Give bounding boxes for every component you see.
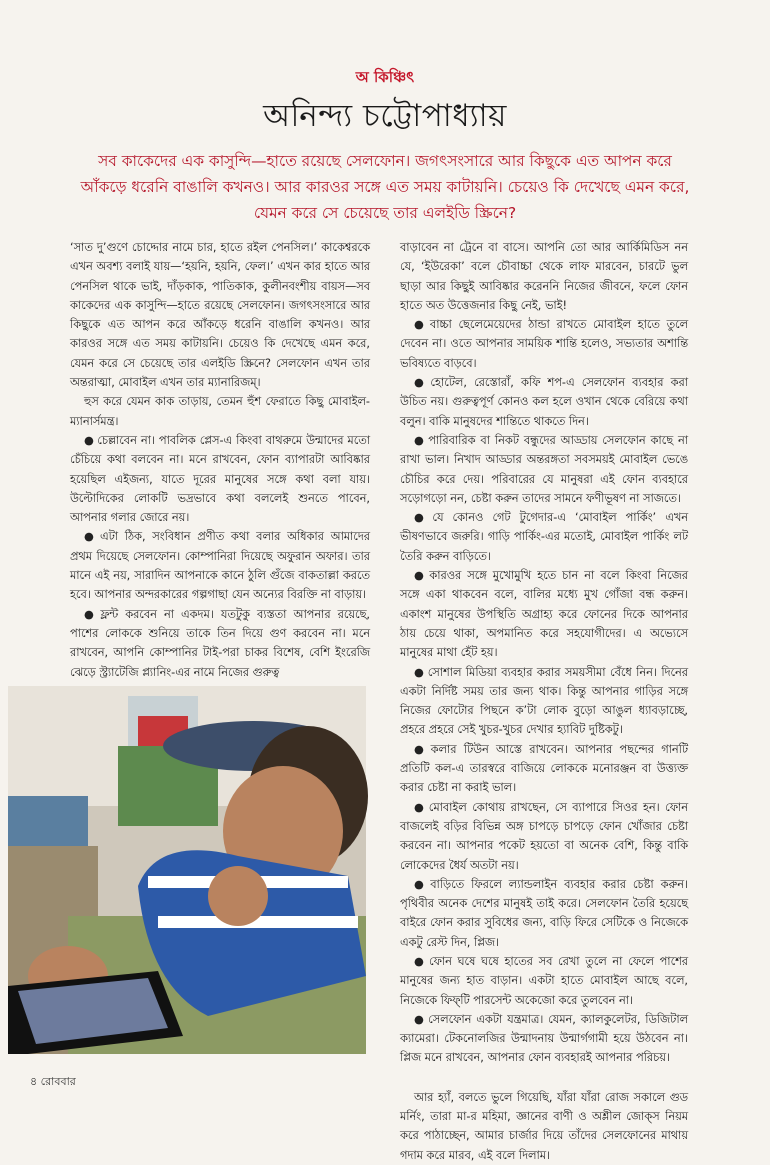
paragraph: হুস করে যেমন কাক তাড়ায়, তেমন হুঁশ ফেরাতে কিছু মোবাইল-ম্যানার্সমন্ত্র। xyxy=(70,395,370,428)
bullet-icon: ● xyxy=(84,530,98,544)
bullet-icon: ● xyxy=(414,954,426,968)
bullet-icon: ● xyxy=(414,511,430,525)
bullet-paragraph: ● সেলফোন একটা যন্ত্রমাত্র। যেমন, ক্যালকুলেটর, ডিজিটাল ক্যামেরা। টেকনোলজির উন্মাদনায় উন্মার্গগামী হয়ে উঠবেন না। প্লিজ মনে রাখবেন, আপনার ফোন ব্যবহারই আপনার পরিচয়। xyxy=(400,1012,689,1065)
bullet-paragraph: ● পারিবারিক বা নিকট বন্ধুদের আড্ডায় সেলফোন কাছে না রাখা ভাল। নিখাদ আড্ডার অন্তরঙ্গতা সবসময়ই মোবাইল ভেঙে চৌচির করে দেয়। পরিবারের যে মানুষরা এই ফোন ব্যবহারে সড়োগড়ো নন, চেষ্টা করুন তাদের সামনে ফণীভূষণ না সাজতে। xyxy=(400,433,689,505)
bullet-icon: ● xyxy=(414,800,426,814)
bullet-paragraph: ● ফ্লন্ট করবেন না একদম। যতটুকু ব্যস্ততা আপনার রয়েছে, পাশের লোককে শুনিয়ে তাকে তিন দিয়ে গুণ করবেন না। মনে রাখবেন, আপনি কোম্পানির টাই-পরা চাকর বিশেষ, বেশি ইংরেজি ঝেড়ে স্ট্র্যাটেজি প্ল্যানিং-এর নামে নিজের গুরুত্ব xyxy=(70,607,371,679)
bullet-paragraph: ● চেল্লাবেন না। পাবলিক প্লেস-এ কিংবা বাথরুমে উন্মাদের মতো চেঁচিয়ে কথা বলবেন না। মনে রাখবেন, ফোন ব্যাপারটা আবিষ্কার হয়েছিল এইজন্য, যাতে দূরের মানুষের সঙ্গে কথা বলা যায়। উল্টোদিকের লোকটি ভদ্রভাবে কথা বললেই শুনতে পাবেন, আপনার গলার জোরে নয়। xyxy=(70,433,370,525)
bullet-paragraph: ● এটা ঠিক, সংবিধান প্রণীত কথা বলার অধিকার আমাদের প্রথম দিয়েছে সেলফোন। কোম্পানিরা দিয়েছে অফুরান অফার। তার মানে এই নয়, সারাদিন আপনাকে কানে ঠুলি গুঁজে বাকতাল্লা করতে হবে। আপনার অন্দরকারের গল্পগাছা যেন অন্যের বিরক্তি না বাড়ায়। xyxy=(70,530,370,602)
bullet-paragraph: ● যে কোনও গেট টুগেদার-এ ‘মোবাইল পার্কিং’ এখন ভীষণভাবে জরুরি। গাড়ি পার্কিং-এর মতোই, মোবাইল পার্কিং লট তৈরি করুন বাড়িতে। xyxy=(400,511,688,563)
paragraph: বাড়াবেন না ট্রেনে বা বাসে। আপনি তো আর আর্কিমিডিস নন যে, ‘ইউরেকা’ বলে চৌবাচ্চা থেকে লাফ মারবেন, চারটে ভুল ছাড়া আর কিছুই আবিষ্কার করেননি নিজের জীবনে, ফলে ফোন হাতে অত উত্তেজনার কিছু নেই, ভাই! xyxy=(400,241,688,312)
bullet-paragraph: ● মোবাইল কোথায় রাখছেন, সে ব্যাপারে সিওর হন। ফোন বাজলেই বড়ির বিভিন্ন অঙ্গ চাপড়ে চাপড়ে ফোন খোঁজার চেষ্টা করবেন না। আপনার পকেট হয়তো বা অনেক বেশি, কিন্তু বাকি লোকেদের ধৈর্য অতটা নয়। xyxy=(400,800,688,872)
child-with-tablet-photo xyxy=(8,686,366,1054)
author-name: অনিন্দ্য চট্টোপাধ্যায় xyxy=(263,98,507,134)
bullet-icon: ● xyxy=(414,433,426,447)
bullet-paragraph: ● বাচ্চা ছেলেমেয়েদের ঠান্ডা রাখতে মোবাইল হাতে তুলে দেবেন না। ওতে আপনার সাময়িক শান্তি হলেও, সভ্যতার অশান্তি ভবিষ্যতে বাড়বে। xyxy=(400,318,688,370)
page-footer xyxy=(30,1073,76,1092)
bullet-paragraph: ● হোটেল, রেস্তোরাঁ, কফি শপ-এ সেলফোন ব্যবহার করা উচিত নয়। গুরুত্বপূর্ণ কোনও কল হলে ওখান থেকে বেরিয়ে কথা বলুন। বাকি মানুষদের শান্তিতে থাকতে দিন। xyxy=(400,376,688,428)
bullet-icon: ● xyxy=(414,318,427,332)
bullet-icon: ● xyxy=(414,376,428,390)
paragraph: ‘সাত দু’গুণে চোদ্দোর নামে চার, হাতে রইল পেনসিল।’ কাকেশ্বরকে এখন অবশ্য বলাই যায়—‘হয়নি, হয়নি, ফেল।’ এখন কার হাতে আর পেনসিল থাকে ভাই, দাঁড়কাক, পাতিকাক, কুলীনবংশীয় বায়স—সব কাকেদের এক কাসুন্দি—হাতে রয়েছে সেলফোন। জগৎসংসারে আর কিছুকে এত আপন করে আঁকড়ে ধরেনি বাঙালি কখনও। আর কারওর সঙ্গে এত সময় কাটায়নি। চেয়েও কি দেখেছে এমন করে, যেমন করে সে চেয়েছে তার এলইডি স্ক্রিনে? সেলফোন এখন তার অন্তরাত্মা, মোবাইল এখন তার ম্যানারিজম্‌। xyxy=(70,241,370,390)
bullet-paragraph: ● কারওর সঙ্গে মুখোমুখি হতে চান না বলে কিংবা নিজের সঙ্গে একা থাকবেন বলে, বালির মধ্যে মুখ গোঁজা বন্ধ করুন। একাংশ মানুষের উপস্থিতি অগ্রাহ্য করে ফোনের দিকে আপনার ঠায় চেয়ে থাকা, অপমানিত করে সহযোগীদের। এ অভ্যেসে মানুষের মাথা হেঁট হয়। xyxy=(400,569,688,660)
bullet-icon: ● xyxy=(414,569,427,583)
bullet-icon: ● xyxy=(84,607,98,621)
bullet-icon: ● xyxy=(414,877,428,891)
page-number: ৪ xyxy=(30,1075,38,1088)
bullet-paragraph: ● বাড়িতে ফিরলে ল্যান্ডলাইন ব্যবহার করার চেষ্টা করুন। পৃথিবীর অনেক দেশের মানুষই তাই করে। সেলফোন তৈরি হয়েছে বাইরে ফোন করার সুবিধের জন্য, বাড়ি ফিরে সেটিকে ও নিজেকে একটু রেস্ট দিন, প্লিজ। xyxy=(400,877,688,949)
bullet-paragraph: ● ফোন ঘষে ঘষে হাতের সব রেখা তুলে না ফেলে পাশের মানুষের জন্য হাত বাড়ান। একটা হাতে মোবাইল আছে বলে, নিজেকে ফিফ্‌টি পারসেন্ট অকেজো করে তুলবেন না। xyxy=(400,954,689,1007)
bullet-icon: ● xyxy=(414,665,425,679)
standfirst: সব কাকেদের এক কাসুন্দি—হাতে রয়েছে সেলফোন। জগৎসংসারে আর কিছুকে এত আপন করে আঁকড়ে ধরেনি বাঙালি কখনও। আর কারওর সঙ্গে এত সময় কাটায়নি। চেয়েও কি দেখেছে এমন করে, যেমন করে সে চেয়েছে তার এলইডি স্ক্রিনে? xyxy=(80,152,690,222)
closing-paragraph: আর হ্যাঁ, বলতে ভুলে গিয়েছি, যাঁরা যাঁরা রোজ সকালে গুড মর্নিং, তারা মা-র মহিমা, জ্ঞানের বাণী ও অশ্লীল জোক্‌স নিয়ম করে পাঠাচ্ছেন, আমার চার্জার দিয়ে তাঁদের সেলফোনের মাথায় গদাম করে মারব, এই বলে দিলাম। xyxy=(400,1090,688,1162)
bullet-icon: ● xyxy=(84,433,95,447)
bullet-icon: ● xyxy=(414,742,428,756)
bullet-icon: ● xyxy=(414,1012,426,1026)
bullet-paragraph: ● সোশাল মিডিয়া ব্যবহার করার সময়সীমা বেঁধে নিন। দিনের একটা নির্দিষ্ট সময় তার জন্য থাক। কিন্তু আপনার গাড়ির সঙ্গে নিজের ফোটোর পিছনে ক’টা লোক বুড়ো আঙুল ধ্যাবড়াচ্ছে, প্রহরে প্রহরে সেই খুচর-খুচর দেখার হ্যাবিট দুষ্টিকটু। xyxy=(400,665,688,737)
article-left-column xyxy=(70,238,371,679)
column-kicker: অ কিঞ্চিৎ xyxy=(355,68,415,86)
bullet-paragraph: ● কলার টিউন আস্তে রাখবেন। আপনার পছন্দের গানটি প্রতিটি কল-এ তারস্বরে বাজিয়ে লোককে মনোরঞ্জন বা উত্ত্যক্ত করার চেষ্টা না করাই ভাল। xyxy=(400,742,689,795)
publication-name: রোববার xyxy=(40,1075,76,1088)
article-right-column xyxy=(400,238,689,1162)
